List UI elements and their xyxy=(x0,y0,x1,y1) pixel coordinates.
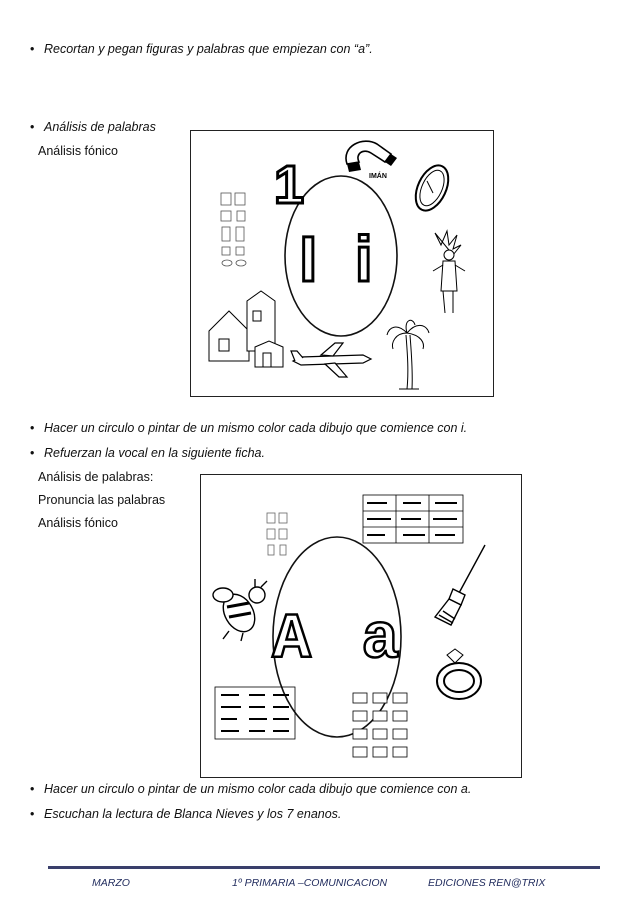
line-text: Análisis de palabras xyxy=(44,120,156,134)
footer-rule xyxy=(48,866,600,869)
worksheet-a xyxy=(200,474,522,778)
magnet-caption: IMÁN xyxy=(369,173,387,180)
line-text: Hacer un circulo o pintar de un mismo color cada dibujo que comience con a. xyxy=(44,782,472,796)
houses-icon xyxy=(209,291,283,367)
analisis-palabras: Análisis de palabras: xyxy=(38,470,154,484)
letters-i: I i xyxy=(299,223,383,295)
bullet: • xyxy=(30,807,35,821)
clothes-icon xyxy=(267,513,287,555)
letters-a: A a xyxy=(272,605,406,677)
dancer-icon xyxy=(433,231,465,313)
analisis-fonico-1: Análisis fónico xyxy=(38,144,118,158)
worksheet-i-art xyxy=(191,131,493,396)
broom-icon xyxy=(435,545,485,625)
bullet: • xyxy=(30,42,35,56)
line-text: Refuerzan la vocal en la siguiente ficha. xyxy=(44,446,265,460)
footer-left: MARZO xyxy=(92,877,130,889)
line-text: Escuchan la lectura de Blanca Nieves y los 7 enanos. xyxy=(44,807,342,821)
bullet-line-refuerzan xyxy=(30,446,265,460)
bullet: • xyxy=(30,446,35,460)
bullet-line-circulo-i xyxy=(30,421,467,435)
worksheet-i xyxy=(190,130,494,397)
bee-icon xyxy=(213,579,267,641)
airplane-icon xyxy=(291,343,371,377)
word-grid-icon xyxy=(215,687,295,739)
line-text: Recortan y pegan figuras y palabras que empiezan con “a”. xyxy=(44,42,373,56)
bullet: • xyxy=(30,421,35,435)
bullet-line-analisis xyxy=(30,120,156,134)
word-strip-icon xyxy=(363,495,463,543)
analisis-fonico-2: Análisis fónico xyxy=(38,516,118,530)
line-text: Hacer un circulo o pintar de un mismo color cada dibujo que comience con i. xyxy=(44,421,468,435)
footer-center: 1º PRIMARIA –COMUNICACION xyxy=(232,877,388,889)
number-one: 1 xyxy=(273,155,305,215)
footer-right: EDICIONES REN@TRIX xyxy=(428,877,546,889)
bullet: • xyxy=(30,782,35,796)
bullet-line-recortan xyxy=(30,42,373,56)
magnet-icon xyxy=(346,141,397,180)
worksheet-a-art xyxy=(201,475,521,777)
bullet-line-circulo-a xyxy=(30,782,471,796)
palm-tree-icon xyxy=(387,320,429,389)
clothes-icon xyxy=(221,193,246,266)
ring-icon xyxy=(437,649,481,699)
bullet: • xyxy=(30,120,35,134)
pronuncia-palabras: Pronuncia las palabras xyxy=(38,493,166,507)
mirror-icon xyxy=(409,160,455,215)
bullet-line-escuchan xyxy=(30,807,341,821)
